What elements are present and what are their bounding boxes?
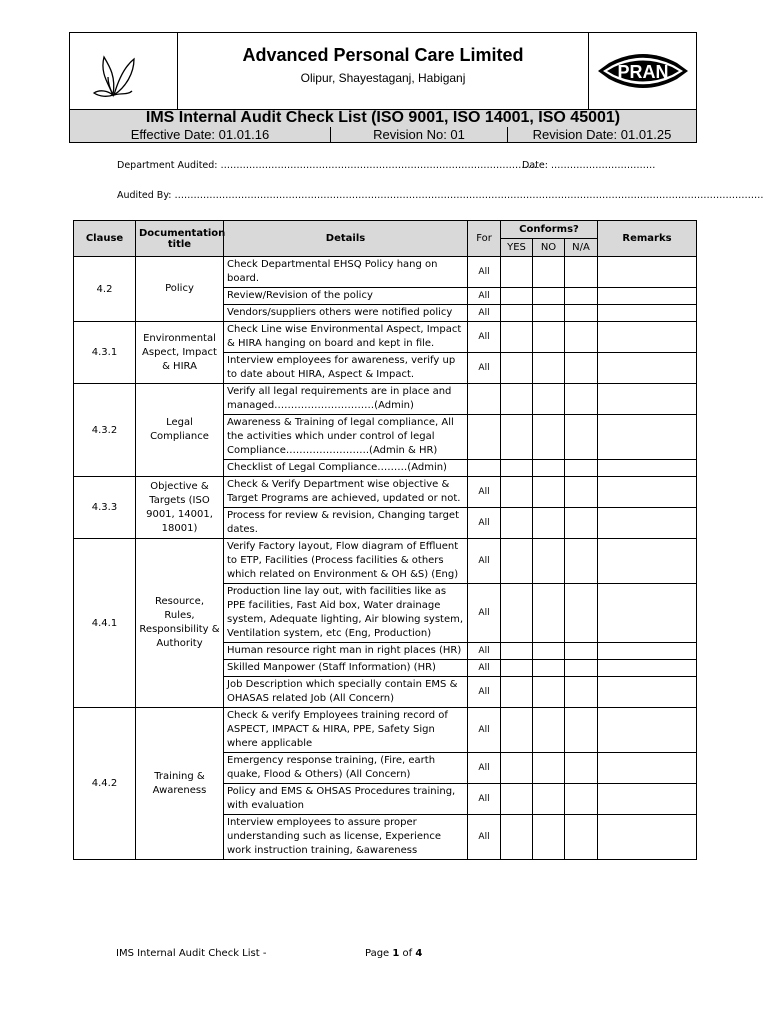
- no-checkbox-cell[interactable]: [533, 305, 565, 322]
- header-yes: YES: [501, 239, 533, 257]
- no-checkbox-cell[interactable]: [533, 784, 565, 815]
- for-cell: All: [468, 677, 501, 708]
- remarks-cell[interactable]: [598, 815, 697, 860]
- details-cell: Verify all legal requirements are in place and managed…………………………(Admin): [224, 384, 468, 415]
- audited-by-field[interactable]: Audited By: ……………………………………………………………………………………………………………………………………………………………………: [117, 190, 764, 201]
- details-cell: Review/Revision of the policy: [224, 288, 468, 305]
- no-checkbox-cell[interactable]: [533, 708, 565, 753]
- page-current: 1: [392, 948, 400, 959]
- remarks-cell[interactable]: [598, 288, 697, 305]
- details-cell: Check Line wise Environmental Aspect, Impact & HIRA hanging on board and kept in file.: [224, 322, 468, 353]
- for-cell: All: [468, 584, 501, 643]
- header-for: For: [468, 221, 501, 257]
- table-row: [74, 384, 697, 415]
- leaf-logo-icon: [70, 33, 178, 109]
- yes-checkbox-cell[interactable]: [501, 353, 533, 384]
- yes-checkbox-cell[interactable]: [501, 815, 533, 860]
- table-row: [74, 477, 697, 508]
- table-row: [74, 708, 697, 753]
- for-cell: All: [468, 477, 501, 508]
- yes-checkbox-cell[interactable]: [501, 784, 533, 815]
- no-checkbox-cell[interactable]: [533, 257, 565, 288]
- for-cell: All: [468, 322, 501, 353]
- remarks-cell[interactable]: [598, 384, 697, 415]
- for-cell: All: [468, 753, 501, 784]
- details-cell: Check & verify Employees training record of ASPECT, IMPACT & HIRA, PPE, Safety Sign where applicable: [224, 708, 468, 753]
- no-checkbox-cell[interactable]: [533, 288, 565, 305]
- header-conforms: Conforms?: [501, 221, 598, 239]
- remarks-cell[interactable]: [598, 322, 697, 353]
- na-checkbox-cell[interactable]: [565, 288, 598, 305]
- for-cell: [468, 460, 501, 477]
- na-checkbox-cell[interactable]: [565, 815, 598, 860]
- details-cell: Human resource right man in right places (HR): [224, 643, 468, 660]
- company-logo: [70, 33, 178, 109]
- for-cell: All: [468, 815, 501, 860]
- no-checkbox-cell[interactable]: [533, 753, 565, 784]
- header-no: NO: [533, 239, 565, 257]
- date-field[interactable]: Date: ……………………………: [522, 160, 656, 171]
- remarks-cell[interactable]: [598, 660, 697, 677]
- yes-checkbox-cell[interactable]: [501, 257, 533, 288]
- remarks-cell[interactable]: [598, 415, 697, 460]
- details-cell: Check Departmental EHSQ Policy hang on board.: [224, 257, 468, 288]
- no-checkbox-cell[interactable]: [533, 415, 565, 460]
- clause-cell: 4.4.2: [74, 708, 136, 860]
- remarks-cell[interactable]: [598, 257, 697, 288]
- yes-checkbox-cell[interactable]: [501, 415, 533, 460]
- company-name: Advanced Personal Care Limited: [242, 45, 524, 65]
- na-checkbox-cell[interactable]: [565, 539, 598, 584]
- no-checkbox-cell[interactable]: [533, 815, 565, 860]
- details-cell: Emergency response training, (Fire, earth quake, Flood & Others) (All Concern): [224, 753, 468, 784]
- na-checkbox-cell[interactable]: [565, 708, 598, 753]
- na-checkbox-cell[interactable]: [565, 384, 598, 415]
- no-checkbox-cell[interactable]: [533, 477, 565, 508]
- for-cell: All: [468, 508, 501, 539]
- na-checkbox-cell[interactable]: [565, 584, 598, 643]
- remarks-cell[interactable]: [598, 353, 697, 384]
- brand-logo: [588, 33, 697, 109]
- na-checkbox-cell[interactable]: [565, 784, 598, 815]
- header-clause: Clause: [74, 221, 136, 257]
- details-cell: Interview employees for awareness, verify up to date about HIRA, Aspect & Impact.: [224, 353, 468, 384]
- audit-table-body: [74, 257, 697, 860]
- for-cell: All: [468, 539, 501, 584]
- pran-logo-icon: [589, 33, 698, 109]
- na-checkbox-cell[interactable]: [565, 660, 598, 677]
- audit-checklist-table: [73, 220, 697, 860]
- remarks-cell[interactable]: [598, 460, 697, 477]
- na-checkbox-cell[interactable]: [565, 257, 598, 288]
- document-title: IMS Internal Audit Check List (ISO 9001, ISO 14001, ISO 45001): [70, 109, 696, 128]
- na-checkbox-cell[interactable]: [565, 643, 598, 660]
- header-na: N/A: [565, 239, 598, 257]
- yes-checkbox-cell[interactable]: [501, 677, 533, 708]
- yes-checkbox-cell[interactable]: [501, 288, 533, 305]
- yes-checkbox-cell[interactable]: [501, 460, 533, 477]
- for-cell: All: [468, 257, 501, 288]
- no-checkbox-cell[interactable]: [533, 322, 565, 353]
- details-cell: Awareness & Training of legal compliance, All the activities which under control of legal Compliance…………………….(Admin & HR): [224, 415, 468, 460]
- for-cell: All: [468, 784, 501, 815]
- clause-cell: 4.4.1: [74, 539, 136, 708]
- clause-cell: 4.2: [74, 257, 136, 322]
- yes-checkbox-cell[interactable]: [501, 477, 533, 508]
- document-meta-row: [70, 127, 696, 142]
- na-checkbox-cell[interactable]: [565, 460, 598, 477]
- remarks-cell[interactable]: [598, 539, 697, 584]
- for-cell: All: [468, 353, 501, 384]
- table-row: [74, 322, 697, 353]
- no-checkbox-cell[interactable]: [533, 539, 565, 584]
- details-cell: Check & Verify Department wise objective & Target Programs are achieved, updated or not.: [224, 477, 468, 508]
- remarks-cell[interactable]: [598, 643, 697, 660]
- yes-checkbox-cell[interactable]: [501, 708, 533, 753]
- no-checkbox-cell[interactable]: [533, 660, 565, 677]
- na-checkbox-cell[interactable]: [565, 415, 598, 460]
- company-address: Olipur, Shayestaganj, Habiganj: [300, 71, 466, 85]
- remarks-cell[interactable]: [598, 584, 697, 643]
- header-remarks: Remarks: [598, 221, 697, 257]
- documentation-title-cell: Legal Compliance: [136, 384, 224, 477]
- yes-checkbox-cell[interactable]: [501, 305, 533, 322]
- table-row: [74, 257, 697, 288]
- no-checkbox-cell[interactable]: [533, 643, 565, 660]
- yes-checkbox-cell[interactable]: [501, 643, 533, 660]
- details-cell: Skilled Manpower (Staff Information) (HR): [224, 660, 468, 677]
- details-cell: Interview employees to assure proper understanding such as license, Experience work instruction training, &awareness: [224, 815, 468, 860]
- remarks-cell[interactable]: [598, 784, 697, 815]
- details-cell: Vendors/suppliers others were notified policy: [224, 305, 468, 322]
- documentation-title-cell: Environmental Aspect, Impact & HIRA: [136, 322, 224, 384]
- yes-checkbox-cell[interactable]: [501, 508, 533, 539]
- details-cell: Policy and EMS & OHSAS Procedures training, with evaluation: [224, 784, 468, 815]
- for-cell: All: [468, 288, 501, 305]
- yes-checkbox-cell[interactable]: [501, 660, 533, 677]
- no-checkbox-cell[interactable]: [533, 677, 565, 708]
- remarks-cell[interactable]: [598, 708, 697, 753]
- yes-checkbox-cell[interactable]: [501, 539, 533, 584]
- remarks-cell[interactable]: [598, 477, 697, 508]
- details-cell: Checklist of Legal Compliance………(Admin): [224, 460, 468, 477]
- clause-cell: 4.3.2: [74, 384, 136, 477]
- remarks-cell[interactable]: [598, 753, 697, 784]
- effective-date: Effective Date: 01.01.16: [130, 127, 270, 142]
- document-header: [69, 32, 697, 143]
- documentation-title-cell: Objective & Targets (ISO 9001, 14001, 18001): [136, 477, 224, 539]
- na-checkbox-cell[interactable]: [565, 353, 598, 384]
- clause-cell: 4.3.3: [74, 477, 136, 539]
- for-cell: [468, 415, 501, 460]
- page-total: 4: [415, 948, 423, 959]
- for-cell: All: [468, 643, 501, 660]
- for-cell: All: [468, 660, 501, 677]
- for-cell: [468, 384, 501, 415]
- yes-checkbox-cell[interactable]: [501, 584, 533, 643]
- page-prefix: Page: [365, 948, 393, 959]
- header-details: Details: [224, 221, 468, 257]
- na-checkbox-cell[interactable]: [565, 508, 598, 539]
- remarks-cell[interactable]: [598, 508, 697, 539]
- remarks-cell[interactable]: [598, 677, 697, 708]
- details-cell: Job Description which specially contain EMS & OHASAS related Job (All Concern): [224, 677, 468, 708]
- details-cell: Production line lay out, with facilities like as PPE facilities, Fast Aid box, Water drainage system, Adequate lighting, Air blowing system, Ventilation system, etc (Eng, Production): [224, 584, 468, 643]
- details-cell: Verify Factory layout, Flow diagram of Effluent to ETP, Facilities (Process facilities & others which related on Environment & OH &S) (Eng): [224, 539, 468, 584]
- for-cell: All: [468, 708, 501, 753]
- na-checkbox-cell[interactable]: [565, 477, 598, 508]
- no-checkbox-cell[interactable]: [533, 460, 565, 477]
- yes-checkbox-cell[interactable]: [501, 384, 533, 415]
- revision-date: Revision Date: 01.01.25: [532, 127, 672, 142]
- for-cell: All: [468, 305, 501, 322]
- header-documentation-title: Documentation title: [136, 221, 224, 257]
- revision-number: Revision No: 01: [373, 127, 465, 142]
- svg-text:PRAN: PRAN: [617, 62, 669, 82]
- footer-page-number: [365, 948, 422, 959]
- documentation-title-cell: Policy: [136, 257, 224, 322]
- no-checkbox-cell[interactable]: [533, 508, 565, 539]
- table-row: [74, 539, 697, 584]
- na-checkbox-cell[interactable]: [565, 322, 598, 353]
- na-checkbox-cell[interactable]: [565, 677, 598, 708]
- yes-checkbox-cell[interactable]: [501, 753, 533, 784]
- no-checkbox-cell[interactable]: [533, 353, 565, 384]
- department-audited-field[interactable]: Department Audited: ……………………………………………………………………………………….: [117, 160, 538, 171]
- footer-doc-name: IMS Internal Audit Check List -: [116, 948, 267, 959]
- no-checkbox-cell[interactable]: [533, 384, 565, 415]
- remarks-cell[interactable]: [598, 305, 697, 322]
- documentation-title-cell: Training & Awareness: [136, 708, 224, 860]
- page-of: of: [399, 948, 416, 959]
- na-checkbox-cell[interactable]: [565, 753, 598, 784]
- na-checkbox-cell[interactable]: [565, 305, 598, 322]
- documentation-title-cell: Resource, Rules, Responsibility & Authority: [136, 539, 224, 708]
- no-checkbox-cell[interactable]: [533, 584, 565, 643]
- details-cell: Process for review & revision, Changing target dates.: [224, 508, 468, 539]
- clause-cell: 4.3.1: [74, 322, 136, 384]
- yes-checkbox-cell[interactable]: [501, 322, 533, 353]
